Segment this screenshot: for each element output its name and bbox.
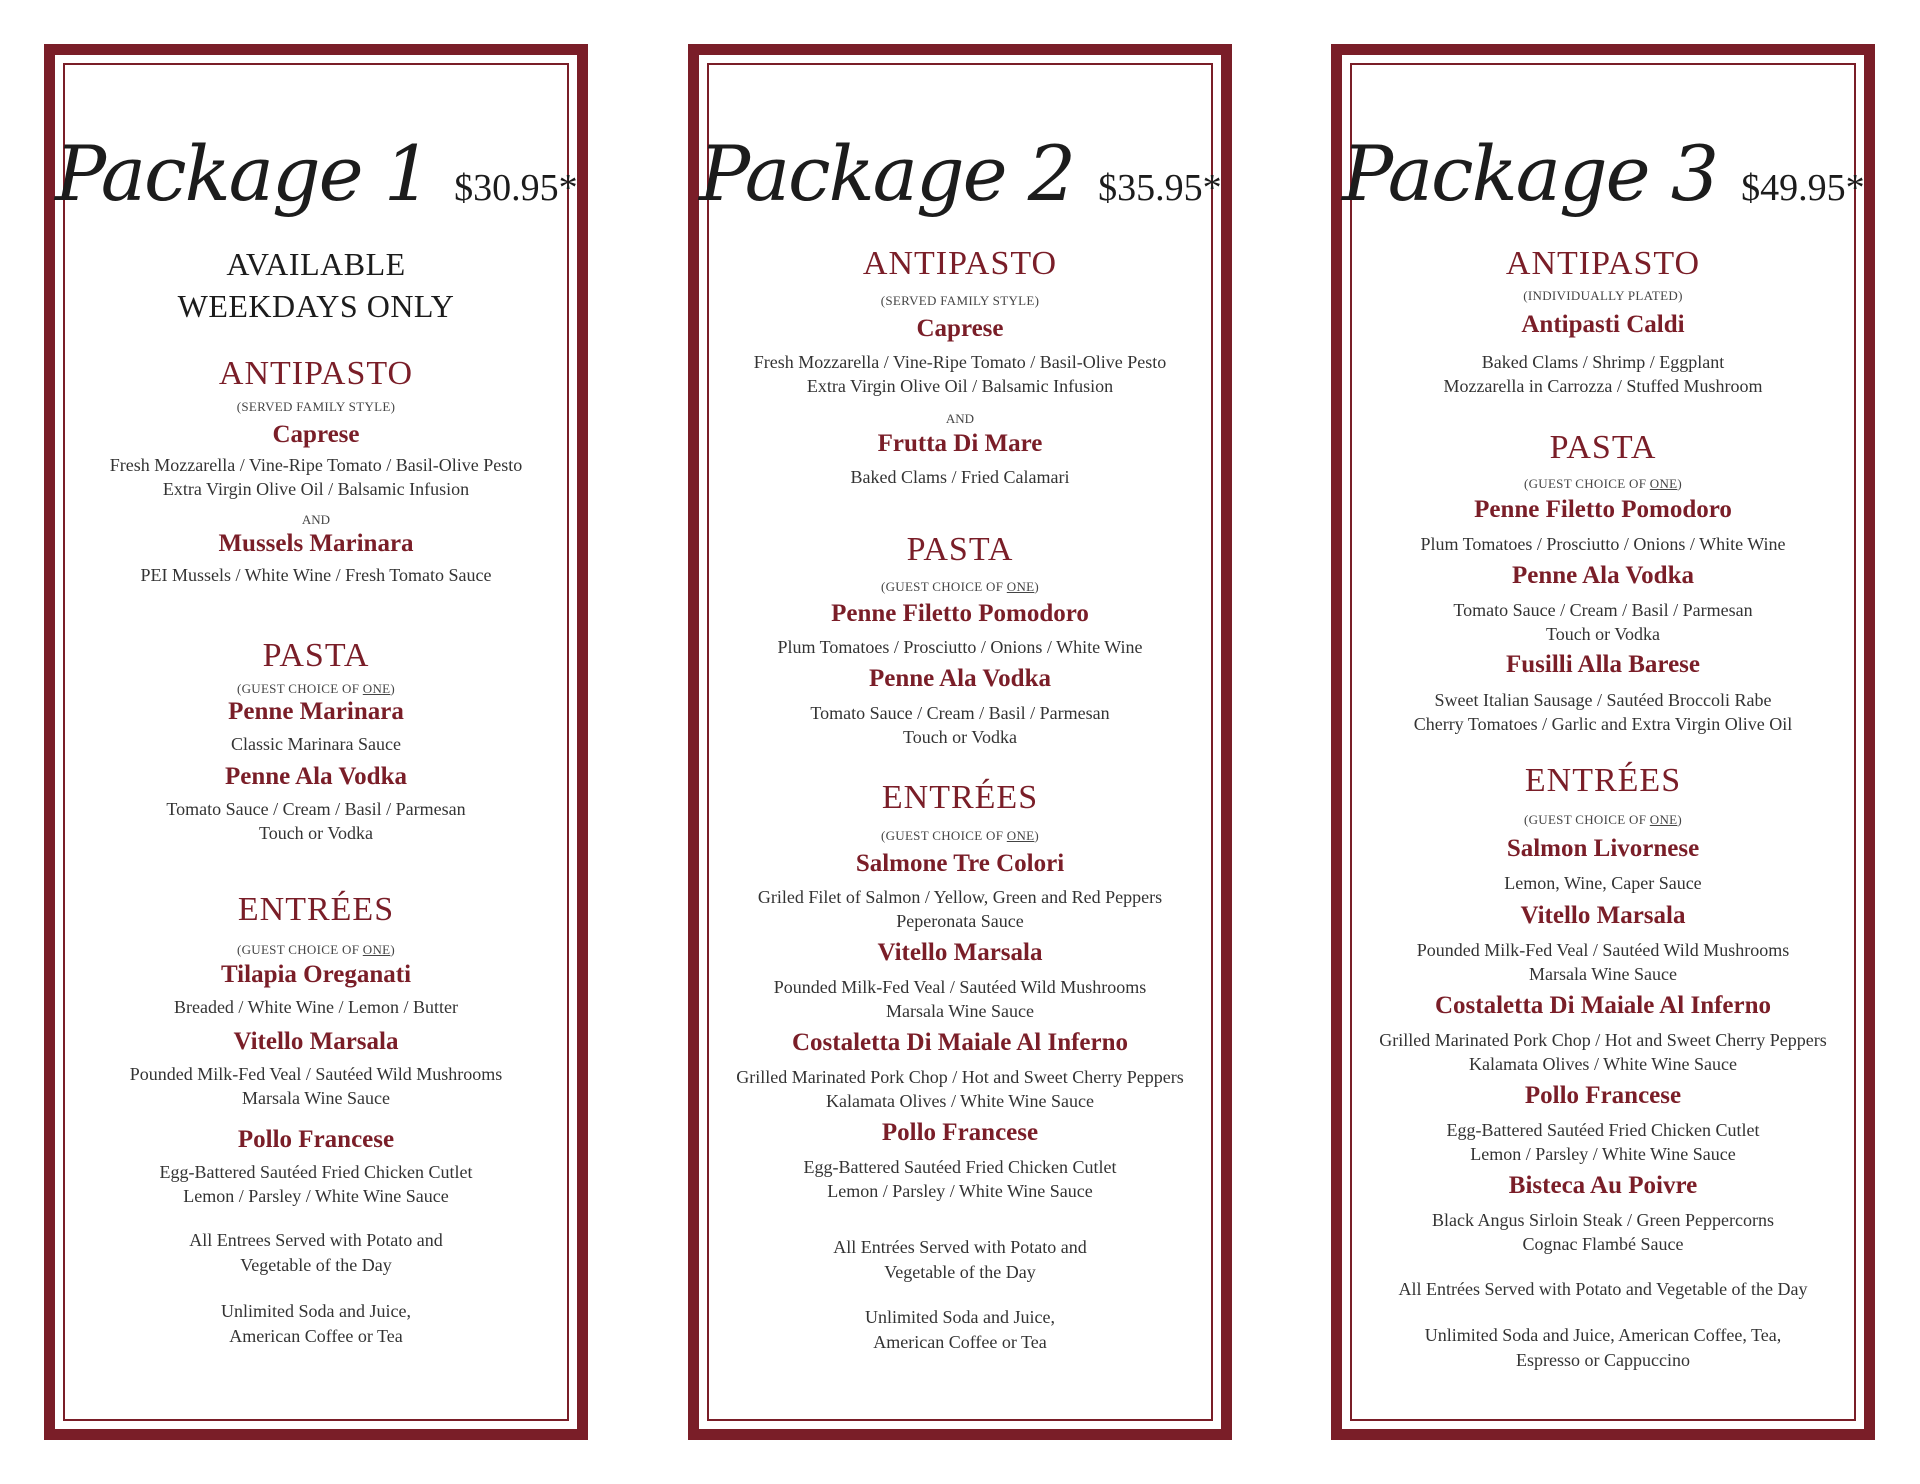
footnote-line: Unlimited Soda and Juice, American Coffee, Tea, xyxy=(1424,1325,1782,1345)
dish-desc-line: Cognac Flambé Sauce xyxy=(1522,1234,1684,1254)
and-separator: AND xyxy=(945,411,975,426)
beverage-footnote xyxy=(699,1305,1221,1355)
dish-name: Caprese xyxy=(272,421,360,448)
dish-name: Costaletta Di Maiale Al Inferno xyxy=(1434,992,1772,1019)
dish-desc-line: Pounded Milk-Fed Veal / Sautéed Wild Mushrooms xyxy=(129,1064,503,1084)
section-note: (GUEST CHOICE OF ONE) xyxy=(880,828,1040,843)
section-heading-entrees: ENTRÉES xyxy=(881,779,1039,816)
footnote-line: American Coffee or Tea xyxy=(873,1332,1047,1352)
package-price: $35.95* xyxy=(1098,167,1222,209)
beverage-footnote xyxy=(1342,1323,1864,1373)
availability-line: AVAILABLE xyxy=(226,246,406,282)
dish-desc-line: Classic Marinara Sauce xyxy=(231,734,401,754)
dish-name: Salmone Tre Colori xyxy=(855,850,1065,877)
dish-desc-line: Mozzarella in Carrozza / Stuffed Mushroom xyxy=(1443,376,1763,396)
package-panel-3 xyxy=(1331,44,1875,1440)
dish-description xyxy=(55,995,577,1019)
dish-desc-line: Lemon / Parsley / White Wine Sauce xyxy=(183,1186,449,1206)
footnote-line: Unlimited Soda and Juice, xyxy=(865,1307,1055,1327)
dish-description xyxy=(1342,688,1864,736)
dish-description xyxy=(1342,598,1864,646)
dish-name: Vitello Marsala xyxy=(1520,902,1686,929)
section-heading-pasta: PASTA xyxy=(1549,429,1657,466)
package-title: Package 3 xyxy=(1342,129,1718,218)
dish-desc-line: Pounded Milk-Fed Veal / Sautéed Wild Mushrooms xyxy=(1416,940,1790,960)
dish-desc-line: Tomato Sauce / Cream / Basil / Parmesan xyxy=(1453,600,1753,620)
footnote-line: American Coffee or Tea xyxy=(229,1326,403,1346)
dish-name: Salmon Livornese xyxy=(1506,835,1700,862)
section-heading-antipasto: ANTIPASTO xyxy=(1505,245,1701,282)
dish-desc-line: Peperonata Sauce xyxy=(896,911,1024,931)
section-note: (SERVED FAMILY STYLE) xyxy=(236,399,396,414)
dish-name: Penne Filetto Pomodoro xyxy=(1474,496,1732,523)
dish-name: Pollo Francese xyxy=(1524,1082,1682,1109)
availability-line: WEEKDAYS ONLY xyxy=(177,288,455,324)
footnote-line: All Entrées Served with Potato and Vegetable of the Day xyxy=(1398,1279,1808,1299)
dish-desc-line: Sweet Italian Sausage / Sautéed Broccoli Rabe xyxy=(1434,690,1772,710)
dish-name: Caprese xyxy=(916,315,1004,342)
dish-desc-line: Marsala Wine Sauce xyxy=(1529,964,1677,984)
dish-description xyxy=(55,732,577,756)
dish-desc-line: Breaded / White Wine / Lemon / Butter xyxy=(173,997,459,1017)
footnote-line: All Entrees Served with Potato and xyxy=(189,1230,443,1250)
dish-description xyxy=(1342,871,1864,895)
section-note: (INDIVIDUALLY PLATED) xyxy=(1523,288,1683,303)
dish-description xyxy=(699,885,1221,933)
section-heading-antipasto: ANTIPASTO xyxy=(862,245,1058,282)
dish-name: Mussels Marinara xyxy=(218,530,414,557)
dish-desc-line: Egg-Battered Sautéed Fried Chicken Cutlet xyxy=(1446,1120,1760,1140)
dish-desc-line: Black Angus Sirloin Steak / Green Peppercorns xyxy=(1432,1210,1774,1230)
dish-desc-line: Tomato Sauce / Cream / Basil / Parmesan xyxy=(166,799,466,819)
dish-description xyxy=(699,1155,1221,1203)
dish-name: Tilapia Oreganati xyxy=(220,961,412,988)
dish-description xyxy=(1342,1118,1864,1166)
entree-footnote xyxy=(699,1235,1221,1285)
dish-desc-line: Marsala Wine Sauce xyxy=(242,1088,390,1108)
dish-desc-line: Plum Tomatoes / Prosciutto / Onions / White Wine xyxy=(777,637,1143,657)
dish-desc-line: Tomato Sauce / Cream / Basil / Parmesan xyxy=(810,703,1110,723)
dish-desc-line: Pounded Milk-Fed Veal / Sautéed Wild Mushrooms xyxy=(773,977,1147,997)
section-note: (GUEST CHOICE OF ONE) xyxy=(1523,476,1683,491)
dish-name: Penne Ala Vodka xyxy=(1511,562,1694,589)
dish-desc-line: Touch or Vodka xyxy=(1545,624,1661,644)
dish-desc-line: Lemon, Wine, Caper Sauce xyxy=(1504,873,1702,893)
dish-description xyxy=(1342,350,1864,398)
footnote-line: All Entrées Served with Potato and xyxy=(833,1237,1087,1257)
dish-desc-line: Lemon / Parsley / White Wine Sauce xyxy=(827,1181,1093,1201)
dish-name: Fusilli Alla Barese xyxy=(1506,651,1700,678)
dish-description xyxy=(699,635,1221,659)
dish-desc-line: Extra Virgin Olive Oil / Balsamic Infusion xyxy=(162,479,470,499)
dish-name: Costaletta Di Maiale Al Inferno xyxy=(791,1029,1129,1056)
section-heading-pasta: PASTA xyxy=(262,637,370,674)
section-heading-antipasto: ANTIPASTO xyxy=(218,355,414,392)
dish-description xyxy=(699,1065,1221,1113)
dish-description xyxy=(699,465,1221,489)
entree-footnote xyxy=(55,1228,577,1278)
dish-desc-line: Extra Virgin Olive Oil / Balsamic Infusion xyxy=(806,376,1114,396)
dish-name: Penne Marinara xyxy=(228,698,404,725)
dish-name: Vitello Marsala xyxy=(233,1028,399,1055)
section-note: (GUEST CHOICE OF ONE) xyxy=(236,681,396,696)
section-note: (GUEST CHOICE OF ONE) xyxy=(236,942,396,957)
dish-desc-line: Baked Clams / Fried Calamari xyxy=(850,467,1070,487)
package-panel-2 xyxy=(688,44,1232,1440)
footnote-line: Unlimited Soda and Juice, xyxy=(221,1301,411,1321)
dish-desc-line: Fresh Mozzarella / Vine-Ripe Tomato / Basil-Olive Pesto xyxy=(109,455,523,475)
dish-name: Penne Filetto Pomodoro xyxy=(831,600,1089,627)
footnote-line: Espresso or Cappuccino xyxy=(1516,1350,1690,1370)
dish-description xyxy=(55,453,577,501)
section-heading-entrees: ENTRÉES xyxy=(1524,762,1682,799)
section-note: (GUEST CHOICE OF ONE) xyxy=(1523,812,1683,827)
dish-name: Penne Ala Vodka xyxy=(224,763,407,790)
dish-desc-line: Lemon / Parsley / White Wine Sauce xyxy=(1470,1144,1736,1164)
package-title: Package 1 xyxy=(55,129,431,218)
package-title: Package 2 xyxy=(699,129,1075,218)
package-header xyxy=(55,129,577,218)
dish-description xyxy=(699,350,1221,398)
dish-description xyxy=(699,975,1221,1023)
dish-desc-line: Marsala Wine Sauce xyxy=(886,1001,1034,1021)
dish-desc-line: Griled Filet of Salmon / Yellow, Green and Red Peppers xyxy=(757,887,1163,907)
dish-description xyxy=(55,1062,577,1110)
and-separator: AND xyxy=(301,512,331,527)
package-panel-1 xyxy=(44,44,588,1440)
dish-name: Vitello Marsala xyxy=(877,939,1043,966)
dish-desc-line: Fresh Mozzarella / Vine-Ripe Tomato / Basil-Olive Pesto xyxy=(753,352,1167,372)
dish-name: Bisteca Au Poivre xyxy=(1508,1172,1698,1199)
dish-description xyxy=(1342,938,1864,986)
dish-desc-line: Touch or Vodka xyxy=(258,823,374,843)
section-note: (GUEST CHOICE OF ONE) xyxy=(880,579,1040,594)
footnote-line: Vegetable of the Day xyxy=(884,1262,1036,1282)
dish-desc-line: Egg-Battered Sautéed Fried Chicken Cutlet xyxy=(159,1162,473,1182)
dish-desc-line: Grilled Marinated Pork Chop / Hot and Sweet Cherry Peppers xyxy=(1379,1030,1827,1050)
dish-name: Antipasti Caldi xyxy=(1521,311,1685,338)
dish-desc-line: Cherry Tomatoes / Garlic and Extra Virgin Olive Oil xyxy=(1413,714,1793,734)
package-header xyxy=(699,129,1221,218)
dish-description xyxy=(699,701,1221,749)
section-heading-entrees: ENTRÉES xyxy=(237,891,395,928)
package-header xyxy=(1342,129,1864,218)
package-price: $30.95* xyxy=(454,167,578,209)
section-heading-pasta: PASTA xyxy=(906,531,1014,568)
beverage-footnote xyxy=(55,1299,577,1349)
dish-name: Pollo Francese xyxy=(237,1126,395,1153)
dish-description xyxy=(1342,1208,1864,1256)
package-price: $49.95* xyxy=(1741,167,1865,209)
dish-desc-line: PEI Mussels / White Wine / Fresh Tomato Sauce xyxy=(140,565,492,585)
dish-desc-line: Kalamata Olives / White Wine Sauce xyxy=(1468,1054,1738,1074)
dish-name: Frutta Di Mare xyxy=(877,430,1043,457)
dish-desc-line: Baked Clams / Shrimp / Eggplant xyxy=(1481,352,1725,372)
dish-description xyxy=(55,563,577,587)
dish-name: Penne Ala Vodka xyxy=(868,665,1051,692)
dish-desc-line: Grilled Marinated Pork Chop / Hot and Sweet Cherry Peppers xyxy=(736,1067,1184,1087)
dish-desc-line: Kalamata Olives / White Wine Sauce xyxy=(825,1091,1095,1111)
dish-desc-line: Egg-Battered Sautéed Fried Chicken Cutlet xyxy=(803,1157,1117,1177)
dish-description xyxy=(55,797,577,845)
availability-note xyxy=(55,243,577,327)
dish-description xyxy=(55,1160,577,1208)
section-note: (SERVED FAMILY STYLE) xyxy=(880,293,1040,308)
footnote-line: Vegetable of the Day xyxy=(240,1255,392,1275)
dish-desc-line: Touch or Vodka xyxy=(902,727,1018,747)
dish-desc-line: Plum Tomatoes / Prosciutto / Onions / White Wine xyxy=(1420,534,1786,554)
dish-description xyxy=(1342,1028,1864,1076)
entree-footnote xyxy=(1342,1277,1864,1302)
dish-name: Pollo Francese xyxy=(881,1119,1039,1146)
dish-description xyxy=(1342,532,1864,556)
